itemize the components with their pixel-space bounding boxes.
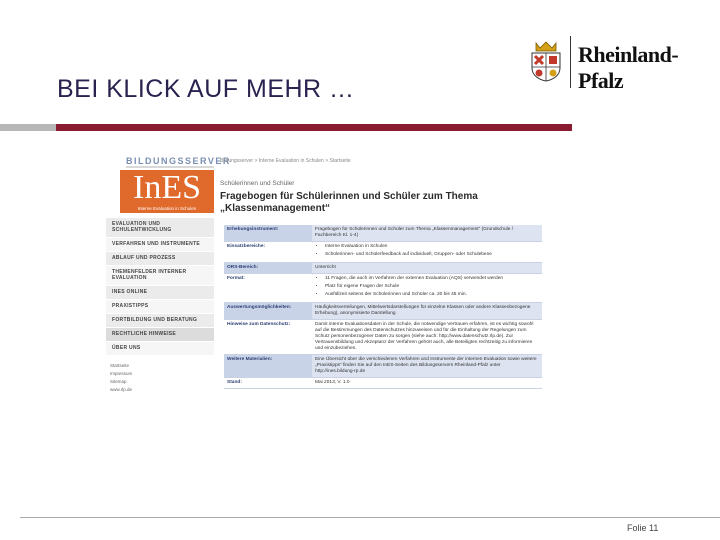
list-item: • 11 Fragen, die auch im Verfahren der externen Evaluation (AQS) verwendet werden — [325, 276, 539, 282]
row-value: Damit interne Evaluationsdaten in der Schule, die notwendige Vertrauen erfahren, ist es wichtig sowohl auf die Bestimmungen des Datenschutzes hinzuweisen und für die Einhaltung der Regelungen zum Schutz personenbezogener Daten zu sorgen (siehe auch: http://www.datenschutz.rlp.de). Zur Vertrauensbildung und Akzeptanz der Verfahren gehört auch, alle Beteiligten rechtzeitig zu informieren und einzubeziehen. — [312, 320, 542, 355]
list-item: • Ausfüllzeit seitens der Schülerinnen und Schüler ca. 20 bis 45 min. — [325, 292, 539, 298]
row-value: Fragebogen für Schülerinnen und Schüler zum Thema „Klassenmanagement“ (Grundschule / Fachbereich Kl. 1-4) — [312, 225, 542, 242]
nav-item-verfahren[interactable]: VERFAHREN UND INSTRUMENTE — [106, 238, 214, 252]
table-row — [224, 355, 542, 378]
row-key: Erhebungsinstrument: — [224, 225, 312, 242]
list-item: • Platz für eigene Fragen der Schule — [325, 284, 539, 290]
nav-item-evaluation[interactable]: EVALUATION UND SCHULENTWICKLUNG — [106, 218, 214, 238]
row-value: Eine Übersicht über die verschiedenen Verfahren und Instrumente der internen Evaluation sowie weitere „Praxistipps“ finden Sie auf den InES-Seiten des Bildungsservers Rheinland-Pfalz unter http://ines.bildung-rp.de — [312, 355, 542, 378]
nav-item-ablauf[interactable]: ABLAUF UND PROZESS — [106, 252, 214, 266]
nav-item-themenfelder[interactable]: THEMENFELDER INTERNER EVALUATION — [106, 266, 214, 286]
nav-item-rechtliche-hinweise[interactable]: RECHTLICHE HINWEISE — [106, 328, 214, 342]
ines-logo[interactable] — [120, 170, 214, 213]
row-key: ORS-Bereich: — [224, 263, 312, 274]
table-row — [224, 225, 542, 242]
sidebar-links — [106, 362, 214, 394]
nav-item-praxistipps[interactable]: PRAXISTIPPS — [106, 300, 214, 314]
table-row — [224, 242, 542, 263]
bildungsserver-logo[interactable]: BILDUNGSSERVER — [126, 156, 231, 166]
slide-number: Folie 11 — [627, 523, 659, 533]
link-sitemap[interactable]: Sitemap — [110, 379, 127, 384]
row-value: Mai 2013, V. 1.0 — [312, 378, 542, 389]
website-screenshot — [106, 140, 548, 518]
bullet-list — [315, 276, 539, 298]
info-table — [224, 225, 542, 389]
brand-logo: Rheinland-Pfalz — [578, 42, 679, 93]
row-key: Einsatzbereiche: — [224, 242, 312, 263]
nav-item-ines-online[interactable]: INES ONLINE — [106, 286, 214, 300]
link-startseite[interactable]: Startseite — [110, 363, 130, 368]
ines-logo-text: InES — [133, 169, 201, 206]
logo-divider — [570, 36, 571, 88]
page-kicker: Schülerinnen und Schüler — [220, 180, 295, 187]
row-key: Hinweise zum Datenschutz: — [224, 320, 312, 355]
bullet-list — [315, 244, 539, 258]
table-row — [224, 303, 542, 320]
row-key: Weitere Materialien: — [224, 355, 312, 378]
logo-rule — [126, 166, 214, 168]
list-item: • Interne Evaluation in Schulen — [325, 244, 539, 250]
ines-logo-subtitle: Interne Evaluation in Schulen — [137, 206, 197, 211]
header-bar-red — [56, 124, 572, 131]
list-item: • Schülerinnen- und Schülerfeedback auf individuell, Gruppen- oder Schulebene — [325, 252, 539, 258]
table-row — [224, 263, 542, 274]
table-row — [224, 320, 542, 355]
row-value: Häufigkeitsverteilungen, Mittelwertsdarstellungen für einzelne Klassen oder andere Klassenbezogene Erhebung), anonymisierte Darstellung — [312, 303, 542, 320]
table-row — [224, 378, 542, 389]
sidebar-nav — [106, 218, 214, 394]
page-heading: Fragebogen für Schülerinnen und Schüler zum Thema „Klassenmanagement“ — [220, 191, 478, 214]
row-value: Unterricht — [312, 263, 542, 274]
coat-of-arms-icon — [528, 40, 564, 82]
row-value — [312, 242, 542, 263]
row-value — [312, 274, 542, 303]
slide-title: BEI KLICK AUF MEHR … — [57, 75, 355, 103]
breadcrumb[interactable]: Bildungsserver > Interne Evaluation in Schulen > Startseite — [220, 158, 351, 164]
nav-item-ueber-uns[interactable]: ÜBER UNS — [106, 342, 214, 356]
header-bar-gray — [0, 124, 56, 131]
row-key: Format: — [224, 274, 312, 303]
nav-item-fortbildung[interactable]: FORTBILDUNG UND BERATUNG — [106, 314, 214, 328]
row-key: Stand: — [224, 378, 312, 389]
link-impressum[interactable]: Impressum — [110, 371, 133, 376]
link-rlp[interactable]: www.rlp.de — [110, 387, 133, 392]
footer-divider — [20, 517, 720, 518]
table-row — [224, 274, 542, 303]
row-key: Auswertungsmöglichkeiten: — [224, 303, 312, 320]
